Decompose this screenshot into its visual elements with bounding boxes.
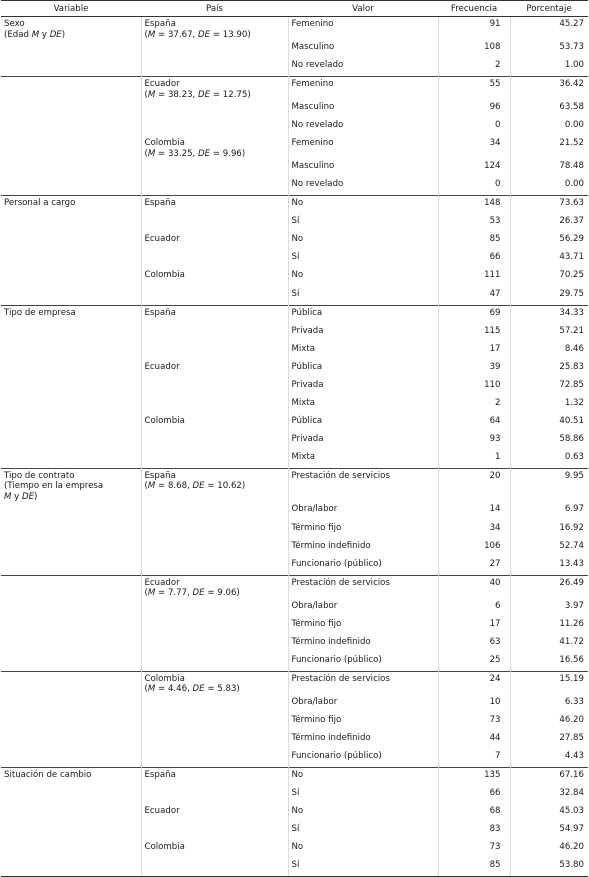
cell-variable	[1, 360, 141, 378]
cell-porcentaje: 27.85	[510, 731, 588, 749]
table-row	[1, 58, 588, 77]
cell-valor: Prestación de servicios	[288, 671, 438, 695]
cell-porcentaje: 53.80	[510, 858, 588, 877]
cell-variable	[1, 822, 141, 840]
table-row	[1, 196, 588, 215]
cell-pais	[141, 287, 288, 306]
cell-pais: España (M = 8.68, DE = 10.62)	[141, 468, 288, 502]
cell-porcentaje: 26.49	[510, 575, 588, 599]
cell-frecuencia: 64	[438, 414, 510, 432]
cell-variable	[1, 342, 141, 360]
cell-porcentaje: 0.63	[510, 450, 588, 469]
demographics-table	[1, 0, 588, 877]
cell-variable	[1, 731, 141, 749]
table-row	[1, 539, 588, 557]
cell-pais	[141, 599, 288, 617]
table-row	[1, 77, 588, 101]
cell-frecuencia: 44	[438, 731, 510, 749]
cell-frecuencia: 6	[438, 599, 510, 617]
cell-variable: Situación de cambio	[1, 768, 141, 787]
header-valor: Valor	[288, 1, 438, 17]
table-row	[1, 396, 588, 414]
table-row	[1, 840, 588, 858]
cell-porcentaje: 34.33	[510, 305, 588, 324]
cell-variable	[1, 653, 141, 672]
cell-frecuencia: 108	[438, 40, 510, 58]
cell-pais	[141, 749, 288, 768]
cell-pais: Ecuador	[141, 232, 288, 250]
cell-valor: Sí	[288, 858, 438, 877]
cell-porcentaje: 73.63	[510, 196, 588, 215]
cell-variable	[1, 287, 141, 306]
cell-porcentaje: 21.52	[510, 136, 588, 159]
cell-frecuencia: 17	[438, 617, 510, 635]
cell-frecuencia: 93	[438, 432, 510, 450]
cell-valor: Sí	[288, 786, 438, 804]
cell-porcentaje: 16.92	[510, 521, 588, 539]
table-row	[1, 378, 588, 396]
cell-porcentaje: 6.97	[510, 502, 588, 520]
cell-porcentaje: 58.86	[510, 432, 588, 450]
table-row	[1, 100, 588, 118]
cell-variable	[1, 268, 141, 286]
cell-valor: No	[288, 232, 438, 250]
cell-valor: No	[288, 768, 438, 787]
cell-porcentaje: 56.29	[510, 232, 588, 250]
cell-porcentaje: 26.37	[510, 214, 588, 232]
table-row	[1, 635, 588, 653]
cell-pais: Ecuador	[141, 804, 288, 822]
cell-porcentaje: 72.85	[510, 378, 588, 396]
table-row	[1, 305, 588, 324]
cell-porcentaje: 0.00	[510, 118, 588, 136]
table-row	[1, 786, 588, 804]
cell-valor: Masculino	[288, 100, 438, 118]
cell-frecuencia: 55	[438, 77, 510, 101]
cell-frecuencia: 20	[438, 468, 510, 502]
cell-variable	[1, 671, 141, 695]
cell-porcentaje: 4.43	[510, 749, 588, 768]
cell-porcentaje: 3.97	[510, 599, 588, 617]
cell-valor: Funcionario (público)	[288, 653, 438, 672]
cell-valor: Término fijo	[288, 521, 438, 539]
cell-variable	[1, 804, 141, 822]
cell-pais: Ecuador	[141, 360, 288, 378]
cell-pais	[141, 450, 288, 469]
cell-frecuencia: 110	[438, 378, 510, 396]
cell-valor: Obra/labor	[288, 502, 438, 520]
cell-valor: Término indefinido	[288, 635, 438, 653]
table-row	[1, 360, 588, 378]
cell-porcentaje: 54.97	[510, 822, 588, 840]
cell-valor: Sí	[288, 822, 438, 840]
cell-variable: Tipo de empresa	[1, 305, 141, 324]
cell-frecuencia: 10	[438, 695, 510, 713]
cell-frecuencia: 96	[438, 100, 510, 118]
cell-pais: España	[141, 196, 288, 215]
table-row	[1, 768, 588, 787]
cell-pais	[141, 40, 288, 58]
table-row	[1, 40, 588, 58]
cell-variable: Personal a cargo	[1, 196, 141, 215]
cell-valor: Obra/labor	[288, 695, 438, 713]
cell-valor: Mixta	[288, 396, 438, 414]
cell-frecuencia: 85	[438, 232, 510, 250]
cell-pais: Colombia	[141, 840, 288, 858]
cell-porcentaje: 6.33	[510, 695, 588, 713]
cell-porcentaje: 45.27	[510, 17, 588, 41]
header-porcentaje: Porcentaje	[510, 1, 588, 17]
cell-frecuencia: 24	[438, 671, 510, 695]
cell-valor: Privada	[288, 378, 438, 396]
table-row	[1, 653, 588, 672]
table-row	[1, 136, 588, 159]
table-row	[1, 468, 588, 502]
cell-variable	[1, 617, 141, 635]
cell-pais	[141, 653, 288, 672]
cell-valor: No	[288, 268, 438, 286]
cell-variable	[1, 100, 141, 118]
cell-frecuencia: 85	[438, 858, 510, 877]
cell-pais	[141, 635, 288, 653]
cell-porcentaje: 16.56	[510, 653, 588, 672]
cell-valor: Sí	[288, 214, 438, 232]
cell-porcentaje: 70.25	[510, 268, 588, 286]
table-row	[1, 414, 588, 432]
cell-valor: Mixta	[288, 342, 438, 360]
table-row	[1, 731, 588, 749]
table-row	[1, 695, 588, 713]
cell-frecuencia: 124	[438, 159, 510, 177]
cell-frecuencia: 0	[438, 118, 510, 136]
table-row	[1, 232, 588, 250]
cell-porcentaje: 1.00	[510, 58, 588, 77]
table-row	[1, 502, 588, 520]
cell-variable	[1, 575, 141, 599]
cell-pais	[141, 731, 288, 749]
table-row	[1, 268, 588, 286]
cell-variable	[1, 136, 141, 159]
table-row	[1, 17, 588, 41]
table-row	[1, 432, 588, 450]
cell-porcentaje: 25.83	[510, 360, 588, 378]
cell-variable	[1, 414, 141, 432]
cell-valor: Pública	[288, 414, 438, 432]
cell-pais	[141, 713, 288, 731]
cell-pais	[141, 324, 288, 342]
cell-valor: Privada	[288, 324, 438, 342]
cell-frecuencia: 27	[438, 557, 510, 576]
cell-variable	[1, 713, 141, 731]
cell-frecuencia: 63	[438, 635, 510, 653]
cell-valor: No revelado	[288, 118, 438, 136]
cell-variable	[1, 858, 141, 877]
cell-porcentaje: 78.48	[510, 159, 588, 177]
cell-variable	[1, 695, 141, 713]
cell-pais	[141, 858, 288, 877]
cell-porcentaje: 1.32	[510, 396, 588, 414]
cell-variable	[1, 396, 141, 414]
table-row	[1, 450, 588, 469]
table-row	[1, 822, 588, 840]
cell-valor: Femenino	[288, 77, 438, 101]
cell-porcentaje: 57.21	[510, 324, 588, 342]
table-row	[1, 521, 588, 539]
cell-valor: Masculino	[288, 40, 438, 58]
cell-pais: Colombia (M = 4.46, DE = 5.83)	[141, 671, 288, 695]
cell-frecuencia: 69	[438, 305, 510, 324]
cell-valor: Término indefinido	[288, 731, 438, 749]
table-row	[1, 557, 588, 576]
cell-porcentaje: 43.71	[510, 250, 588, 268]
cell-valor: Término indefinido	[288, 539, 438, 557]
header-variable: Variable	[1, 1, 141, 17]
cell-pais	[141, 502, 288, 520]
cell-pais	[141, 378, 288, 396]
cell-pais	[141, 617, 288, 635]
cell-porcentaje: 15.19	[510, 671, 588, 695]
cell-pais	[141, 58, 288, 77]
cell-variable	[1, 450, 141, 469]
cell-valor: No	[288, 840, 438, 858]
cell-pais	[141, 342, 288, 360]
cell-porcentaje: 11.26	[510, 617, 588, 635]
cell-frecuencia: 25	[438, 653, 510, 672]
cell-porcentaje: 29.75	[510, 287, 588, 306]
cell-porcentaje: 32.84	[510, 786, 588, 804]
cell-pais: Colombia	[141, 414, 288, 432]
cell-pais	[141, 100, 288, 118]
cell-variable	[1, 58, 141, 77]
cell-variable	[1, 749, 141, 768]
cell-pais: Ecuador (M = 7.77, DE = 9.06)	[141, 575, 288, 599]
cell-valor: Funcionario (público)	[288, 557, 438, 576]
cell-variable	[1, 232, 141, 250]
table-row	[1, 617, 588, 635]
cell-pais	[141, 539, 288, 557]
cell-frecuencia: 73	[438, 840, 510, 858]
cell-frecuencia: 14	[438, 502, 510, 520]
cell-frecuencia: 39	[438, 360, 510, 378]
cell-variable	[1, 840, 141, 858]
table-row	[1, 671, 588, 695]
cell-valor: Obra/labor	[288, 599, 438, 617]
cell-frecuencia: 148	[438, 196, 510, 215]
cell-frecuencia: 135	[438, 768, 510, 787]
table-row	[1, 159, 588, 177]
cell-valor: Mixta	[288, 450, 438, 469]
cell-frecuencia: 2	[438, 396, 510, 414]
cell-pais	[141, 695, 288, 713]
cell-valor: No	[288, 196, 438, 215]
table-row	[1, 749, 588, 768]
table-row	[1, 858, 588, 877]
cell-porcentaje: 40.51	[510, 414, 588, 432]
cell-variable	[1, 324, 141, 342]
cell-variable	[1, 40, 141, 58]
cell-valor: Funcionario (público)	[288, 749, 438, 768]
cell-pais	[141, 432, 288, 450]
cell-valor: Femenino	[288, 17, 438, 41]
cell-variable	[1, 118, 141, 136]
cell-porcentaje: 67.16	[510, 768, 588, 787]
cell-variable	[1, 77, 141, 101]
cell-porcentaje: 46.20	[510, 713, 588, 731]
table-row	[1, 287, 588, 306]
cell-variable	[1, 599, 141, 617]
cell-porcentaje: 41.72	[510, 635, 588, 653]
cell-valor: Prestación de servicios	[288, 468, 438, 502]
cell-valor: Masculino	[288, 159, 438, 177]
cell-pais: España (M = 37.67, DE = 13.90)	[141, 17, 288, 41]
cell-porcentaje: 46.20	[510, 840, 588, 858]
table-row	[1, 575, 588, 599]
table-row	[1, 342, 588, 360]
cell-pais	[141, 177, 288, 196]
header-pais: País	[141, 1, 288, 17]
cell-variable	[1, 635, 141, 653]
cell-variable	[1, 432, 141, 450]
cell-frecuencia: 73	[438, 713, 510, 731]
cell-porcentaje: 53.73	[510, 40, 588, 58]
cell-pais	[141, 521, 288, 539]
cell-porcentaje: 8.46	[510, 342, 588, 360]
cell-frecuencia: 17	[438, 342, 510, 360]
cell-variable	[1, 521, 141, 539]
header-frecuencia: Frecuencia	[438, 1, 510, 17]
cell-pais: Colombia (M = 33.25, DE = 9.96)	[141, 136, 288, 159]
cell-valor: Pública	[288, 360, 438, 378]
cell-pais	[141, 118, 288, 136]
cell-valor: No revelado	[288, 58, 438, 77]
cell-frecuencia: 68	[438, 804, 510, 822]
cell-variable	[1, 539, 141, 557]
cell-pais	[141, 214, 288, 232]
cell-porcentaje: 36.42	[510, 77, 588, 101]
cell-frecuencia: 7	[438, 749, 510, 768]
cell-variable	[1, 557, 141, 576]
cell-valor: Femenino	[288, 136, 438, 159]
cell-porcentaje: 45.03	[510, 804, 588, 822]
cell-valor: No revelado	[288, 177, 438, 196]
cell-variable: Tipo de contrato (Tiempo en la empresa M y DE)	[1, 468, 141, 502]
table-row	[1, 599, 588, 617]
cell-variable	[1, 214, 141, 232]
cell-valor: Pública	[288, 305, 438, 324]
cell-frecuencia: 2	[438, 58, 510, 77]
cell-porcentaje: 13.43	[510, 557, 588, 576]
cell-pais	[141, 159, 288, 177]
cell-variable	[1, 786, 141, 804]
cell-frecuencia: 66	[438, 250, 510, 268]
table-row	[1, 118, 588, 136]
cell-porcentaje: 52.74	[510, 539, 588, 557]
cell-variable	[1, 378, 141, 396]
cell-valor: Prestación de servicios	[288, 575, 438, 599]
cell-variable: Sexo (Edad M y DE)	[1, 17, 141, 41]
cell-pais	[141, 557, 288, 576]
cell-frecuencia: 115	[438, 324, 510, 342]
cell-valor: Sí	[288, 250, 438, 268]
cell-frecuencia: 53	[438, 214, 510, 232]
cell-frecuencia: 0	[438, 177, 510, 196]
table-row	[1, 324, 588, 342]
cell-valor: Término fijo	[288, 617, 438, 635]
cell-pais: Colombia	[141, 268, 288, 286]
cell-frecuencia: 83	[438, 822, 510, 840]
cell-frecuencia: 34	[438, 521, 510, 539]
cell-valor: Sí	[288, 287, 438, 306]
table-row	[1, 804, 588, 822]
cell-pais	[141, 786, 288, 804]
cell-frecuencia: 106	[438, 539, 510, 557]
cell-frecuencia: 91	[438, 17, 510, 41]
cell-variable	[1, 250, 141, 268]
cell-variable	[1, 177, 141, 196]
cell-porcentaje: 9.95	[510, 468, 588, 502]
cell-valor: Término fijo	[288, 713, 438, 731]
cell-valor: Privada	[288, 432, 438, 450]
cell-pais: España	[141, 305, 288, 324]
cell-pais: España	[141, 768, 288, 787]
cell-porcentaje: 63.58	[510, 100, 588, 118]
cell-frecuencia: 34	[438, 136, 510, 159]
cell-frecuencia: 111	[438, 268, 510, 286]
cell-pais: Ecuador (M = 38.23, DE = 12.75)	[141, 77, 288, 101]
cell-pais	[141, 822, 288, 840]
cell-variable	[1, 159, 141, 177]
cell-pais	[141, 250, 288, 268]
cell-frecuencia: 47	[438, 287, 510, 306]
cell-frecuencia: 40	[438, 575, 510, 599]
table-row	[1, 250, 588, 268]
cell-valor: No	[288, 804, 438, 822]
table-row	[1, 713, 588, 731]
table-row	[1, 177, 588, 196]
cell-porcentaje: 0.00	[510, 177, 588, 196]
table-row	[1, 214, 588, 232]
cell-variable	[1, 502, 141, 520]
table-header	[1, 1, 588, 17]
cell-pais	[141, 396, 288, 414]
cell-frecuencia: 1	[438, 450, 510, 469]
cell-frecuencia: 66	[438, 786, 510, 804]
